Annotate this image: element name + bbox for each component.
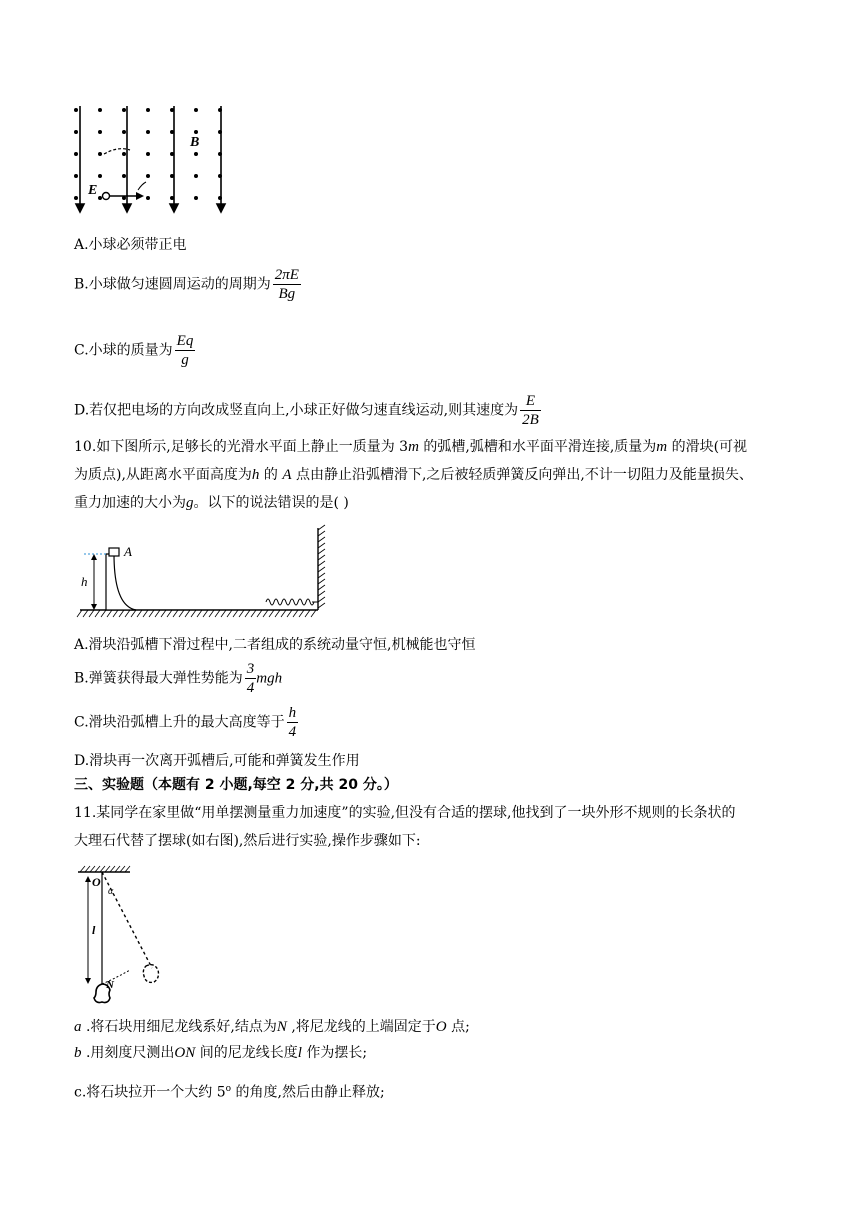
field-dot [146, 174, 150, 178]
q9-option-b-fraction: $\frac{2\pi E}{Bg}$ [274, 267, 299, 302]
q10-option-d: D.滑块再一次离开弧槽后,可能和弹簧发生作用 [74, 753, 360, 769]
section-3-title: 三、实验题（本题有 2 小题,每空 2 分,共 20 分。） [74, 777, 398, 793]
field-dot [194, 196, 198, 200]
q10-stem-line-3: 重力加速的大小为g。以下的说法错误的是( ) [74, 495, 349, 511]
q11-step-a: a .将石块用细尼龙线系好,结点为N ,将尼龙线的上端固定于O 点; [74, 1019, 470, 1035]
field-dot [98, 196, 102, 200]
field-dot [74, 174, 78, 178]
q9-option-b-text: B.小球做匀速圆周运动的周期为 [74, 276, 271, 293]
q9-option-c-fraction: $\frac{Eq}{g}$ [176, 333, 194, 368]
q10-groove-figure [76, 524, 338, 624]
q11-label-alpha: α [108, 886, 114, 897]
q11-stem-line-1: 11.某同学在家里做“用单摆测量重力加速度”的实验,但没有合适的摆球,他找到了一块外形不规则的长条状的 [74, 805, 736, 821]
field-dot [74, 196, 78, 200]
q9-option-c-text: C.小球的质量为 [74, 342, 173, 359]
field-dot [146, 108, 150, 112]
field-dot [146, 196, 150, 200]
field-dot [98, 174, 102, 178]
field-dot [122, 152, 126, 156]
q9-option-d-text: D.若仅把电场的方向改成竖直向上,小球正好做匀速直线运动,则其速度为 [74, 402, 519, 419]
q9-option-d-fraction: $\frac{E}{2B}$ [522, 393, 539, 428]
field-dot [74, 108, 78, 112]
q11-label-o: O [92, 875, 101, 889]
q10-stem-line-1: 10.如下图所示,足够长的光滑水平面上静止一质量为 3m 的弧槽,弧槽和水平面平滑连接,质量为m 的滑块(可视 [74, 439, 748, 455]
electric-field-lines [76, 106, 225, 212]
q10-option-c: C.滑块沿弧槽上升的最大高度等于 $\frac{h}{4}$ [74, 705, 297, 740]
q10-option-b: B.弹簧获得最大弹性势能为 $\frac{3}{4}$ mgh [74, 661, 283, 696]
q11-pendulum-figure [72, 864, 172, 1004]
q11-label-n: N [106, 979, 114, 991]
field-dot [194, 174, 198, 178]
q9-option-d [74, 392, 541, 429]
field-dot [74, 130, 78, 134]
q9-option-a: A.小球必须带正电 [74, 237, 187, 253]
spring [266, 599, 314, 605]
field-dot [98, 130, 102, 134]
field-dot [98, 108, 102, 112]
q10-option-b-fraction: $\frac{3}{4}$ [246, 661, 255, 696]
ball [103, 193, 110, 200]
q10-label-h: h [81, 574, 88, 589]
q11-step-c: c.将石块拉开一个大约 5$^o$ 的角度,然后由静止释放; [74, 1084, 385, 1101]
block-a [109, 548, 119, 556]
field-dot [194, 108, 198, 112]
q10-stem-line-2: 为质点),从距离水平面高度为h 的 A 点由静止沿弧槽滑下,之后被轻质弹簧反向弹出,不计一切阻力及能量损失、 [74, 467, 753, 483]
field-dot [146, 130, 150, 134]
field-dot [74, 152, 78, 156]
q9-label-e: E [88, 183, 98, 198]
field-dot [122, 108, 126, 112]
q10-option-c-fraction: $\frac{h}{4}$ [288, 705, 297, 740]
q9-field-figure [70, 104, 240, 216]
field-dot [122, 130, 126, 134]
ball-trajectory [104, 149, 130, 154]
field-dot [122, 174, 126, 178]
field-dot [146, 152, 150, 156]
field-dot [194, 152, 198, 156]
q9-option-b [74, 266, 301, 303]
q9-label-b: B [190, 135, 200, 150]
q9-option-c [74, 332, 195, 369]
field-dot [194, 130, 198, 134]
q11-label-l: l [92, 923, 96, 937]
q10-label-a: A [124, 544, 132, 559]
q11-stem-line-2: 大理石代替了摆球(如右图),然后进行实验,操作步骤如下: [74, 833, 421, 849]
field-dot [98, 152, 102, 156]
q11-step-b: b .用刻度尺测出ON 间的尼龙线长度l 作为摆长; [74, 1045, 368, 1061]
q10-option-a: A.滑块沿弧槽下滑过程中,二者组成的系统动量守恒,机械能也守恒 [74, 637, 476, 653]
